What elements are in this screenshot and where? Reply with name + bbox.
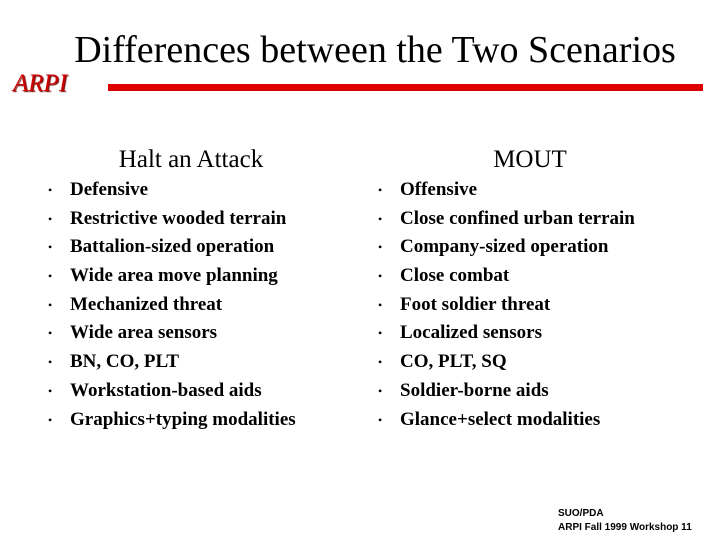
slide-title: Differences between the Two Scenarios [74, 29, 676, 71]
footer-org: SUO/PDA [558, 508, 604, 519]
column-heading-mout: MOUT [493, 146, 567, 173]
bullet-icon: • [48, 355, 53, 370]
list-item: • Workstation-based aids [48, 377, 296, 406]
bullet-icon: • [378, 383, 383, 398]
bullet-icon: • [378, 326, 383, 341]
bullet-icon: • [48, 297, 53, 312]
bullet-icon: • [48, 383, 53, 398]
list-item: • Mechanized threat [48, 291, 296, 320]
bullet-icon: • [378, 355, 383, 370]
bullet-icon: • [48, 326, 53, 341]
mout-list [378, 176, 635, 434]
title-rule [108, 84, 703, 91]
bullet-icon: • [378, 211, 383, 226]
list-item: • Close confined urban terrain [378, 205, 635, 234]
list-item: • Offensive [378, 176, 635, 205]
bullet-icon: • [378, 269, 383, 284]
list-item: • Wide area move planning [48, 262, 296, 291]
list-item: • Wide area sensors [48, 319, 296, 348]
bullet-icon: • [48, 412, 53, 427]
footer-event: ARPI Fall 1999 Workshop 11 [558, 522, 692, 533]
bullet-icon: • [378, 183, 383, 197]
list-item: • CO, PLT, SQ [378, 348, 635, 377]
bullet-icon: • [48, 211, 53, 226]
list-item: • Defensive [48, 176, 296, 205]
halt-an-attack-list [48, 176, 296, 434]
bullet-icon: • [48, 269, 53, 284]
bullet-icon: • [378, 412, 383, 427]
bullet-icon: • [48, 240, 53, 255]
list-item: • Battalion-sized operation [48, 233, 296, 262]
list-item: • Soldier-borne aids [378, 377, 635, 406]
list-item: • Company-sized operation [378, 233, 635, 262]
arpi-logo: ARPI [13, 70, 68, 97]
list-item: • Graphics+typing modalities [48, 406, 296, 435]
list-item: • BN, CO, PLT [48, 348, 296, 377]
bullet-icon: • [378, 297, 383, 312]
bullet-icon: • [48, 183, 53, 197]
bullet-icon: • [378, 240, 383, 255]
list-item: • Restrictive wooded terrain [48, 205, 296, 234]
list-item: • Close combat [378, 262, 635, 291]
list-item: • Glance+select modalities [378, 406, 635, 435]
list-item: • Localized sensors [378, 319, 635, 348]
list-item: • Foot soldier threat [378, 291, 635, 320]
column-heading-halt-an-attack: Halt an Attack [118, 146, 264, 173]
slide-footer [558, 507, 692, 535]
